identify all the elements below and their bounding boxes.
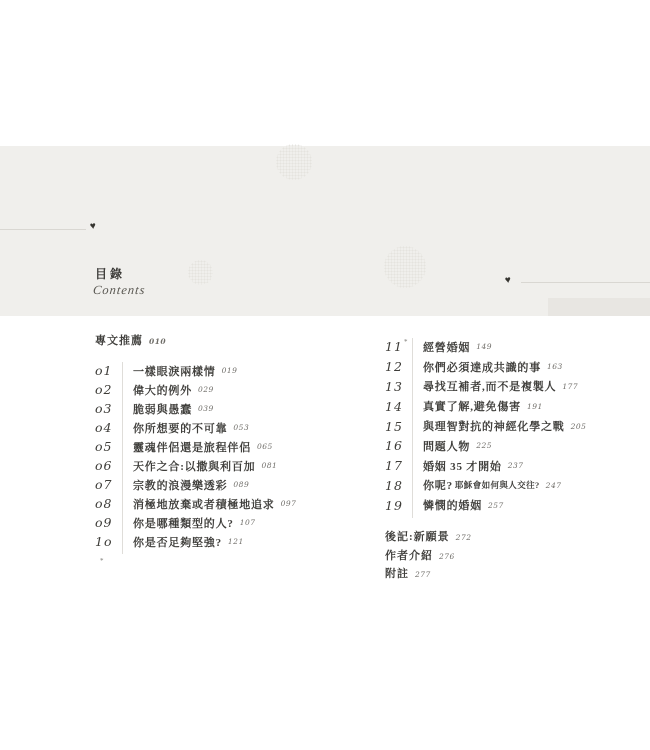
divider-line — [521, 282, 650, 283]
page-title: 目錄 — [95, 267, 126, 281]
back-matter-row — [385, 564, 472, 583]
toc-row — [95, 494, 375, 513]
chapter-title: 宗教的浪漫樂透彩 — [133, 479, 228, 492]
chapter-number: 16 — [385, 438, 403, 454]
heart-icon: ♥ — [89, 220, 97, 233]
back-matter-row — [385, 546, 472, 565]
chapter-number: 18 — [385, 477, 403, 493]
toc-row — [385, 396, 650, 416]
back-matter-title: 附註 — [385, 568, 409, 580]
chapter-title: 尋找互補者,而不是複製人 — [423, 381, 557, 394]
back-matter-page-number: 276 — [439, 551, 455, 561]
toc-row — [95, 399, 375, 418]
chapter-page-number: 039 — [198, 404, 214, 413]
toc-left-column — [95, 361, 375, 551]
back-matter-title: 作者介紹 — [385, 549, 433, 562]
chapter-page-number: 205 — [570, 421, 587, 431]
chapter-page-number: 177 — [562, 381, 579, 391]
chapter-page-number: 225 — [476, 441, 493, 451]
chapter-title: 經營婚姻 — [423, 341, 471, 354]
chapter-number: 19 — [385, 497, 403, 513]
chapter-number: 17 — [385, 458, 403, 474]
chapter-page-number: 121 — [227, 537, 244, 546]
chapter-number: o2 — [95, 382, 113, 397]
toc-row — [95, 437, 375, 456]
chapter-page-number: 257 — [488, 500, 504, 510]
chapter-page-number: 053 — [233, 423, 250, 432]
toc-row — [385, 357, 650, 377]
toc-row — [385, 377, 650, 397]
chapter-title: 婚姻 35 才開始 — [423, 460, 502, 473]
toc-row — [385, 456, 650, 476]
asterisk-mark: * — [100, 557, 104, 565]
toc-right-column — [385, 337, 650, 515]
asterisk-mark: * — [404, 338, 408, 346]
back-matter-list — [385, 527, 472, 583]
chapter-title: 你們必須達成共識的事 — [423, 361, 541, 374]
chapter-title: 你所想要的不可靠 — [133, 422, 228, 435]
chapter-number: 15 — [385, 418, 403, 434]
chapter-subtitle: 耶穌會如何與人交往? — [454, 480, 540, 491]
toc-row — [95, 475, 375, 494]
chapter-number: o6 — [95, 458, 113, 473]
back-matter-page-number: 272 — [455, 533, 472, 542]
chapter-title: 真實了解,避免傷害 — [423, 401, 521, 414]
chapter-title: 偉大的例外 — [133, 384, 192, 397]
chapter-title: 與理智對抗的神經化學之戰 — [423, 421, 565, 434]
chapter-title: 一樣眼淚兩樣情 — [133, 365, 216, 378]
back-matter-title: 後記:新願景 — [385, 531, 450, 543]
toc-row — [385, 436, 650, 456]
chapter-number: o5 — [95, 439, 113, 454]
chapter-page-number: 019 — [221, 366, 238, 375]
chapter-title: 憐憫的婚姻 — [423, 500, 482, 513]
chapter-title: 你呢? — [423, 480, 453, 493]
chapter-page-number: 097 — [280, 499, 297, 508]
toc-row — [385, 476, 650, 496]
preface-page-number: 010 — [149, 337, 167, 346]
toc-row — [385, 337, 650, 357]
chapter-page-number: 089 — [233, 480, 250, 489]
chapter-number: o9 — [95, 515, 113, 530]
chapter-title: 消極地放棄或者積極地追求 — [133, 498, 275, 511]
toc-row — [95, 361, 375, 380]
toc-row — [95, 418, 375, 437]
chapter-number: 14 — [385, 398, 403, 414]
chapter-number: 12 — [385, 359, 403, 375]
chapter-number: 1o — [95, 534, 113, 549]
chapter-page-number: 029 — [198, 385, 214, 394]
toc-row — [95, 456, 375, 475]
chapter-number: 11 — [385, 339, 403, 355]
halftone-circle — [384, 246, 426, 288]
chapter-title: 天作之合:以撒與利百加 — [133, 460, 256, 473]
toc-row — [95, 380, 375, 399]
chapter-title: 問題人物 — [423, 440, 471, 453]
back-matter-page-number: 277 — [415, 570, 431, 579]
chapter-number: o1 — [95, 363, 113, 378]
chapter-page-number: 163 — [547, 362, 563, 372]
heart-icon: ♥ — [504, 274, 512, 287]
chapter-number: o7 — [95, 477, 113, 492]
toc-row — [385, 495, 650, 515]
chapter-title: 脆弱與愚蠢 — [133, 403, 192, 416]
chapter-number: o4 — [95, 420, 113, 435]
chapter-page-number: 065 — [257, 442, 273, 451]
toc-row — [385, 416, 650, 436]
halftone-circle — [188, 260, 213, 285]
toc-row — [95, 513, 375, 532]
chapter-page-number: 081 — [261, 461, 278, 470]
chapter-page-number: 149 — [476, 342, 493, 352]
halftone-circle — [276, 144, 312, 180]
chapter-page-number: 107 — [239, 518, 256, 527]
chapter-page-number: 237 — [507, 461, 524, 471]
toc-row — [95, 532, 375, 551]
chapter-page-number: 247 — [545, 480, 562, 490]
preface-entry — [95, 333, 166, 349]
chapter-title: 靈魂伴侶還是旅程伴侶 — [133, 441, 251, 454]
divider-line — [0, 229, 86, 230]
chapter-page-number: 191 — [526, 401, 543, 411]
chapter-number: o8 — [95, 496, 113, 511]
chapter-title: 你是哪種類型的人? — [133, 517, 234, 530]
decor-gray-box — [548, 298, 650, 316]
back-matter-row — [385, 527, 472, 546]
page-title-english: Contents — [92, 283, 147, 297]
chapter-title: 你是否足夠堅強? — [133, 536, 222, 549]
preface-label: 專文推薦 — [95, 335, 143, 347]
chapter-number: 13 — [385, 378, 403, 394]
chapter-number: o3 — [95, 401, 113, 416]
